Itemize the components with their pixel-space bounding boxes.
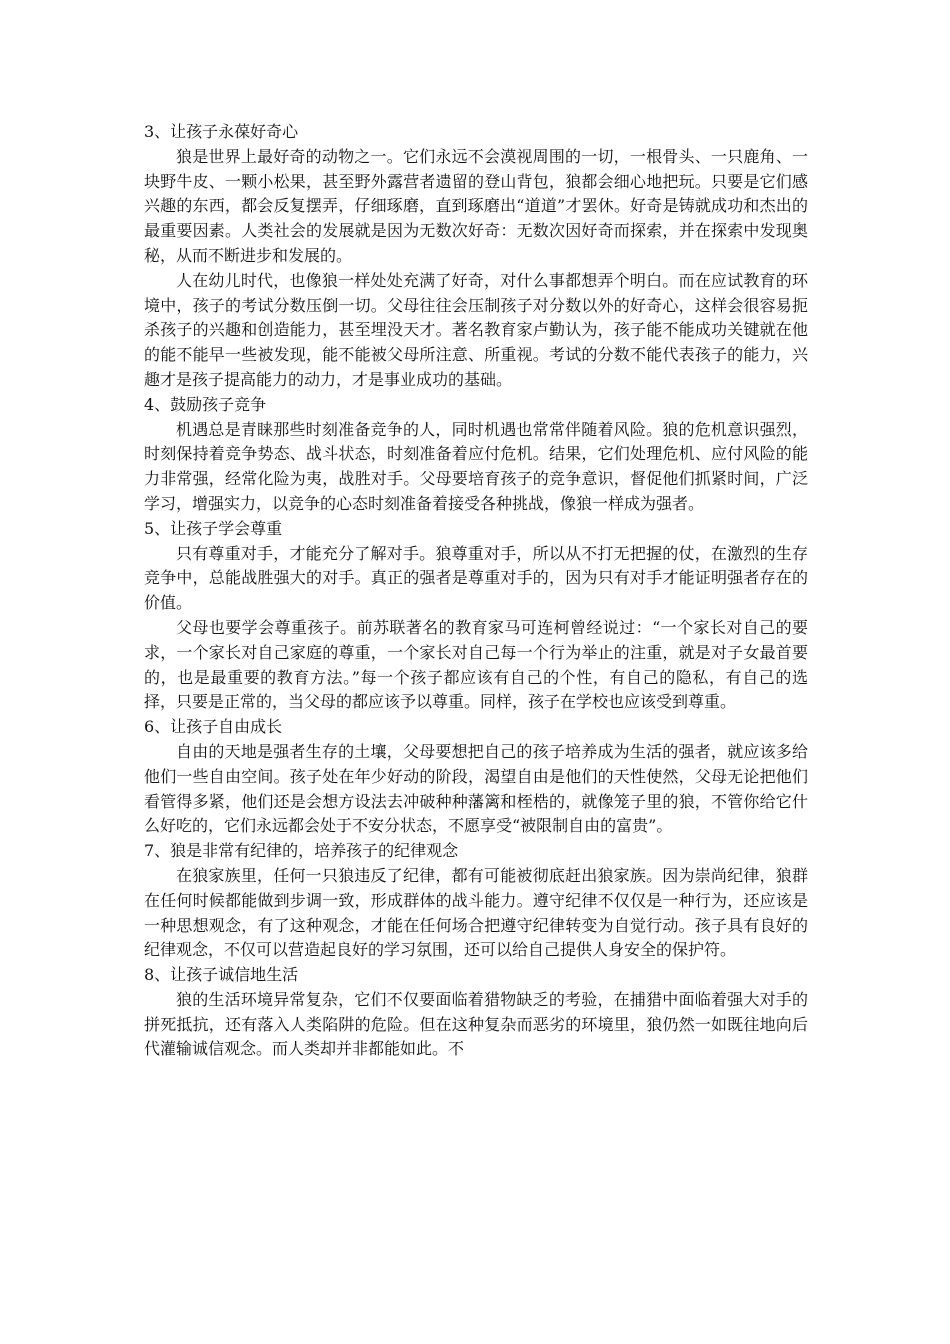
body-paragraph: 狼是世界上最好奇的动物之一。它们永远不会漠视周围的一切，一根骨头、一只鹿角、一块野牛皮、一颗小松果，甚至野外露营者遗留的登山背包，狼都会细心地把玩。只要是它们感兴趣的东西，都会反复摆弄，仔细琢磨，直到琢磨出“道道”才罢休。好奇是铸就成功和杰出的最重要因素。人类社会的发展就是因为无数次好奇：无数次因好奇而探索，并在探索中发现奥秘，从而不断进步和发展的。 — [144, 146, 808, 265]
section-7 — [144, 839, 808, 963]
body-paragraph: 自由的天地是强者生存的土壤，父母要想把自己的孩子培养成为生活的强者，就应该多给他们一些自由空间。孩子处在年少好动的阶段，渴望自由是他们的天性使然，父母无论把他们看管得多紧，他们还是会想方设法去冲破种种藩篱和桎梏的，就像笼子里的狼，不管你给它什么好吃的，它们永远都会处于不安分状态，不愿享受“被限制自由的富贵”。 — [144, 741, 808, 836]
section-5 — [144, 517, 808, 715]
body-paragraph: 狼的生活环境异常复杂，它们不仅要面临着猎物缺乏的考验，在捕猎中面临着强大对手的拼死抵抗，还有落入人类陷阱的危险。但在这种复杂而恶劣的环境里，狼仍然一如既往地向后代灌输诚信观念。而人类却并非都能如此。不 — [144, 989, 808, 1059]
section-4 — [144, 393, 808, 517]
section-heading: 5、让孩子学会尊重 — [144, 518, 283, 538]
section-heading: 6、让孩子自由成长 — [144, 717, 283, 737]
document-page — [144, 120, 808, 1062]
body-paragraph: 在狼家族里，任何一只狼违反了纪律，都有可能被彻底赶出狼家族。因为崇尚纪律，狼群在任何时候都能做到步调一致，形成群体的战斗能力。遵守纪律不仅仅是一种行为，还应该是一种思想观念，有了这种观念，才能在任何场合把遵守纪律转变为自觉行动。孩子具有良好的纪律观念，不仅可以营造起良好的学习氛围，还可以给自己提供人身安全的保护符。 — [144, 865, 808, 960]
section-heading: 3、让孩子永葆好奇心 — [144, 122, 299, 141]
section-6 — [144, 715, 808, 839]
body-paragraph: 只有尊重对手，才能充分了解对手。狼尊重对手，所以从不打无把握的仗，在激烈的生存竞争中，总能战胜强大的对手。真正的强者是尊重对手的，因为只有对手才能证明强者存在的价值。 — [144, 543, 808, 613]
section-heading: 4、鼓励孩子竞争 — [144, 394, 267, 414]
body-paragraph: 人在幼儿时代，也像狼一样处处充满了好奇，对什么事都想弄个明白。而在应试教育的环境中，孩子的考试分数压倒一切。父母往往会压制孩子对分数以外的好奇心，这样会很容易扼杀孩子的兴趣和创造能力，甚至埋没天才。著名教育家卢勤认为，孩子能不能成功关键就在他的能不能早一些被发现，能不能被父母所注意、所重视。考试的分数不能代表孩子的能力，兴趣才是孩子提高能力的动力，才是事业成功的基础。 — [144, 270, 808, 389]
body-paragraph: 父母也要学会尊重孩子。前苏联著名的教育家马可连柯曾经说过：“一个家长对自己的要求，一个家长对自己家庭的尊重，一个家长对自己每一个行为举止的注重，就是对子女最首要的，也是最重要的教育方法。”每一个孩子都应该有自己的个性，有自己的隐私，有自己的选择，只要是正常的，当父母的都应该予以尊重。同样，孩子在学校也应该受到尊重。 — [144, 617, 808, 712]
section-heading: 7、狼是非常有纪律的，培养孩子的纪律观念 — [144, 841, 459, 861]
section-heading: 8、让孩子诚信地生活 — [144, 965, 299, 985]
section-3 — [144, 120, 808, 393]
body-paragraph: 机遇总是青睐那些时刻准备竞争的人，同时机遇也常常伴随着风险。狼的危机意识强烈，时刻保持着竞争势态、战斗状态，时刻准备着应付危机。结果，它们处理危机、应付风险的能力非常强，经常化险为夷，战胜对手。父母要培育孩子的竞争意识，督促他们抓紧时间，广泛学习，增强实力，以竞争的心态时刻准备着接受各种挑战，像狼一样成为强者。 — [144, 419, 808, 513]
section-8 — [144, 963, 808, 1062]
